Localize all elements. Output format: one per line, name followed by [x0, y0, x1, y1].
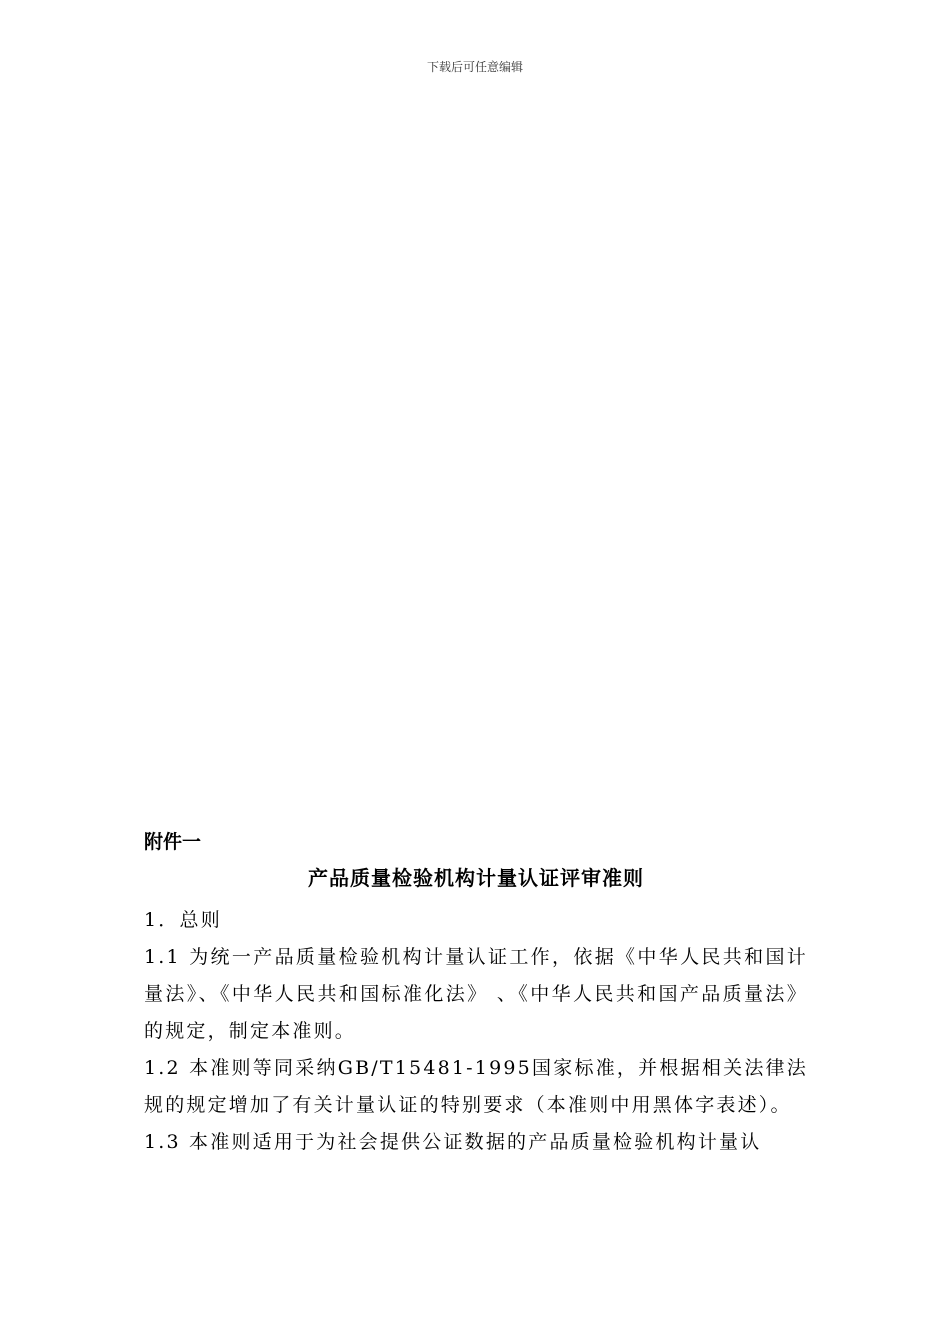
document-body	[144, 826, 808, 1161]
document-title: 产品质量检验机构计量认证评审准则	[308, 866, 644, 890]
attachment-label: 附件一	[144, 831, 202, 853]
paragraph-1-3: 1.3 本准则适用于为社会提供公证数据的产品质量检验机构计量认	[144, 1131, 762, 1153]
paragraph-1-1: 1.1 为统一产品质量检验机构计量认证工作，依据《中华人民共和国计量法》、《中华人民共和国标准化法》 、《中华人民共和国产品质量法》的规定，制定本准则。	[144, 946, 808, 1042]
page-header-note: 下载后可任意编辑	[426, 60, 523, 74]
paragraph-1-2: 1.2 本准则等同采纳GB/T15481-1995国家标准，并根据相关法律法规的规定增加了有关计量认证的特别要求（本准则中用黑体字表述）。	[144, 1057, 808, 1116]
section-heading-general: 1．总则	[144, 909, 222, 931]
